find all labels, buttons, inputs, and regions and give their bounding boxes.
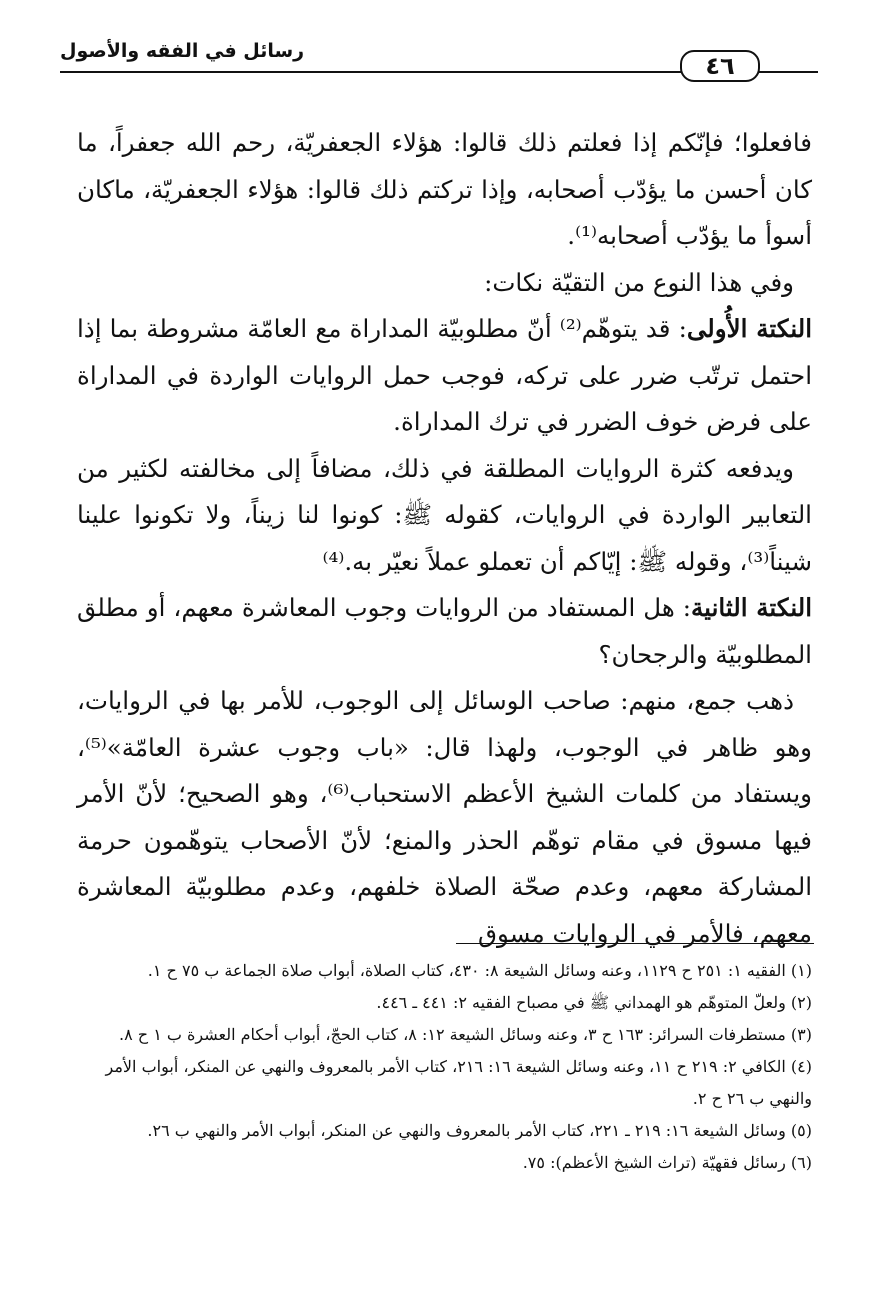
paragraph: فافعلوا؛ فإنّكم إذا فعلتم ذلك قالوا: هؤلاء الجعفريّة، رحم الله جعفراً، ما كان أحسن ما يؤدّب أصحابه، وإذا تركتم ذلك قالوا: هؤلاء الجعفريّة، ماكان أسوأ ما يؤدّب أصحابه⁽¹⁾. bbox=[77, 128, 812, 250]
footnote: (٢) ولعلّ المتوهّم هو الهمداني ﷺ في مصباح الفقيه ٢: ٤٤١ ـ ٤٤٦. bbox=[376, 993, 812, 1012]
section-heading: النكتة الأُولى bbox=[686, 314, 812, 343]
paragraph bbox=[77, 585, 812, 678]
heading-separator: : bbox=[674, 593, 692, 622]
footnotes bbox=[80, 955, 812, 1179]
footnote: (٦) رسائل فقهيّة (تراث الشيخ الأعظم): ٧٥. bbox=[522, 1153, 812, 1172]
main-text bbox=[77, 120, 812, 957]
paragraph: وفي هذا النوع من التقيّة نكات: bbox=[484, 267, 794, 297]
paragraph: ويدفعه كثرة الروايات المطلقة في ذلك، مضافاً إلى مخالفته لكثير من التعابير الواردة في الروايات، كقوله ﷺ: كونوا لنا زيناً، ولا تكونوا علينا شيناً⁽³⁾، وقوله ﷺ: إيّاكم أن تعملو عملاً نعيّر به.⁽⁴⁾ bbox=[77, 453, 812, 576]
footnote-separator bbox=[456, 943, 814, 944]
paragraph-text: هل المستفاد من الروايات وجوب المعاشرة معهم، أو مطلق المطلوبيّة والرجحان؟ bbox=[77, 593, 812, 669]
footnote: (٣) مستطرفات السرائر: ١٦٣ ح ٣، وعنه وسائل الشيعة ١٢: ٨، كتاب الحجّ، أبواب أحكام العشرة ب ١ ح ٨. bbox=[119, 1025, 812, 1044]
page-number: ٤٦ bbox=[680, 50, 760, 82]
paragraph-text: قد يتوهّم⁽²⁾ أنّ مطلوبيّة المداراة مع العامّة مشروطة بما إذا احتمل ترتّب ضرر على تركه، فوجب حمل الروايات الواردة في المداراة على فرض خوف الضرر في ترك المداراة. bbox=[77, 314, 812, 436]
page-header bbox=[60, 40, 818, 90]
running-title: رسائل في الفقه والأصول bbox=[60, 40, 310, 62]
footnote: (١) الفقيه ١: ٢٥١ ح ١١٢٩، وعنه وسائل الشيعة ٨: ٤٣٠، كتاب الصلاة، أبواب صلاة الجماعة ب ٧٥ ح ١. bbox=[147, 961, 812, 980]
paragraph: ذهب جمع، منهم: صاحب الوسائل إلى الوجوب، للأمر بها في الروايات، وهو ظاهر في الوجوب، ولهذا قال: «باب وجوب عشرة العامّة»⁽⁵⁾، ويستفاد من كلمات الشيخ الأعظم الاستحباب⁽⁶⁾، وهو الصحيح؛ لأنّ الأمر فيها مسوق في مقام توهّم الحذر والمنع؛ لأنّ الأصحاب يتوهّمون حرمة المشاركة معهم، وعدم صحّة الصلاة خلفهم، وعدم مطلوبيّة المعاشرة معهم، فالأمر في الروايات مسوق bbox=[77, 686, 812, 948]
footnote: (٥) وسائل الشيعة ١٦: ٢١٩ ـ ٢٢١، كتاب الأمر بالمعروف والنهي عن المنكر، أبواب الأمر والنهي ب ٢٦. bbox=[147, 1121, 812, 1140]
paragraph bbox=[77, 306, 812, 446]
section-heading: النكتة الثانية bbox=[691, 593, 813, 622]
heading-separator: : bbox=[670, 314, 687, 343]
footnote: (٤) الكافي ٢: ٢١٩ ح ١١، وعنه وسائل الشيعة ١٦: ٢١٦، كتاب الأمر بالمعروف والنهي عن المنكر، أبواب الأمر والنهي ب ٢٦ ح ٢. bbox=[105, 1057, 812, 1108]
